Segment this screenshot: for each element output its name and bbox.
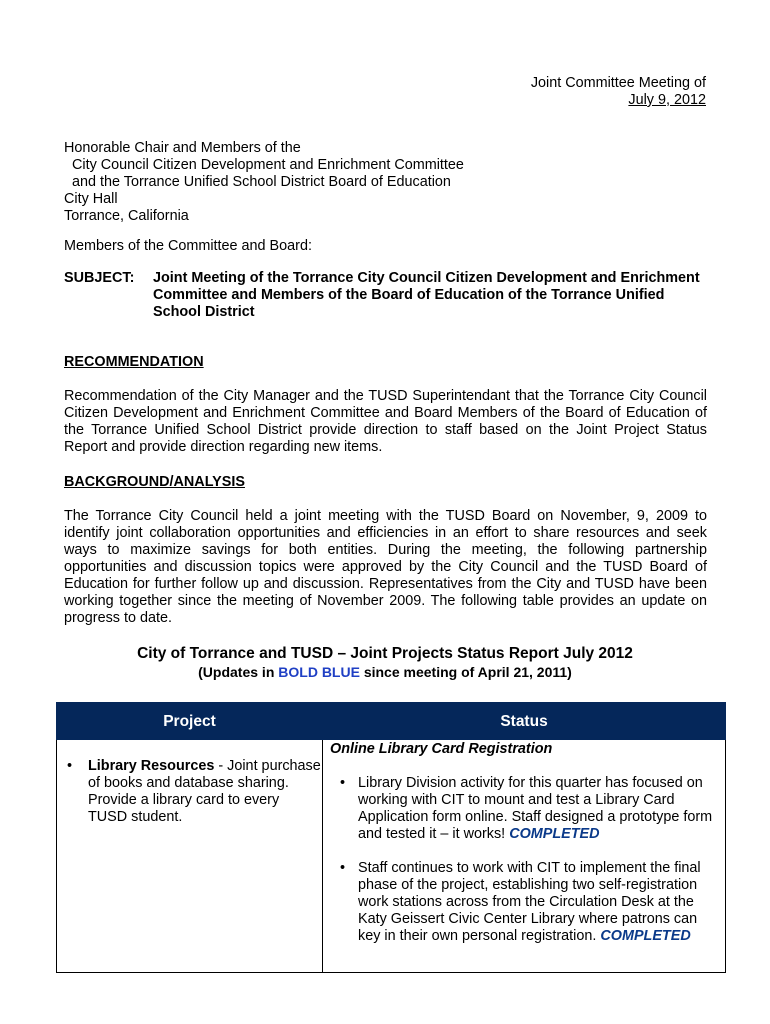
recommendation-heading: RECOMMENDATION xyxy=(64,354,204,370)
meeting-title: Joint Committee Meeting of xyxy=(530,75,706,91)
project-item xyxy=(58,758,321,826)
status-table xyxy=(56,702,726,973)
report-subtitle-blue: BOLD BLUE xyxy=(278,664,360,680)
report-title: City of Torrance and TUSD – Joint Projects Status Report July 2012 xyxy=(137,645,633,662)
project-cell xyxy=(57,740,323,973)
background-heading: BACKGROUND/ANALYSIS xyxy=(64,474,245,490)
status-item xyxy=(328,860,718,945)
address-line: City Council Citizen Development and Enrichment Committee xyxy=(64,157,464,173)
address-line: City Hall xyxy=(64,191,118,207)
status-cell xyxy=(323,740,726,973)
status-item xyxy=(328,775,718,843)
subject-text: Joint Meeting of the Torrance City Council Citizen Development and Enrichment Committee and Members of the Board of Education of the Torrance Unified School District xyxy=(153,270,700,320)
status-item-text: Library Division activity for this quarter has focused on working with CIT to mount and test a Library Card Application form online. Staff designed a prototype form and tested it – it works! xyxy=(358,775,713,842)
column-header-status: Status xyxy=(323,703,726,740)
subject-label: SUBJECT: xyxy=(64,270,135,286)
project-name: Library Resources xyxy=(88,758,215,774)
address-block xyxy=(64,140,464,225)
project-description: - Joint purchase of books and database sharing. Provide a library card to every TUSD student. xyxy=(88,758,321,825)
background-text: The Torrance City Council held a joint meeting with the TUSD Board on November, 9, 2009 to identify joint collaboration opportunities and efficiencies in an effort to share resources and seek ways to maximize savings for both entities. During the meeting, the following partnership opportunities and discussion topics were approved by the City Council and the TUSD Board of Education for further follow up and discussion. Representatives from the City and TUSD have been working together since the meeting of November 2009. The following table provides an update on progress to date. xyxy=(64,508,707,626)
report-subtitle xyxy=(0,664,770,681)
status-heading: Online Library Card Registration xyxy=(330,741,553,757)
subject-block xyxy=(64,270,714,321)
address-line: Honorable Chair and Members of the xyxy=(64,140,301,156)
table-row xyxy=(57,740,726,973)
completed-tag: COMPLETED xyxy=(600,928,691,944)
report-subtitle-pre: (Updates in xyxy=(198,664,279,680)
address-line: and the Torrance Unified School District Board of Education xyxy=(64,174,451,190)
status-item-text: Staff continues to work with CIT to implement the final phase of the project, establishing two self-registration work stations across from the Circulation Desk at the Katy Geissert Civic Center Library where patrons can key in their own personal registration. xyxy=(358,860,701,944)
report-subtitle-post: since meeting of April 21, 2011) xyxy=(359,664,572,680)
salutation: Members of the Committee and Board: xyxy=(64,238,312,254)
address-line: Torrance, California xyxy=(64,208,189,224)
table-header-row xyxy=(57,703,726,740)
meeting-date: July 9, 2012 xyxy=(628,92,706,108)
recommendation-text: Recommendation of the City Manager and the TUSD Superintendant that the Torrance City Council Citizen Development and Enrichment Committee and Board Members of the Board of Education of the Torrance Unified School District provide direction to staff based on the Joint Project Status Report and provide direction regarding new items. xyxy=(64,388,707,455)
meeting-header xyxy=(531,75,706,109)
column-header-project: Project xyxy=(57,703,323,740)
completed-tag: COMPLETED xyxy=(509,826,600,842)
